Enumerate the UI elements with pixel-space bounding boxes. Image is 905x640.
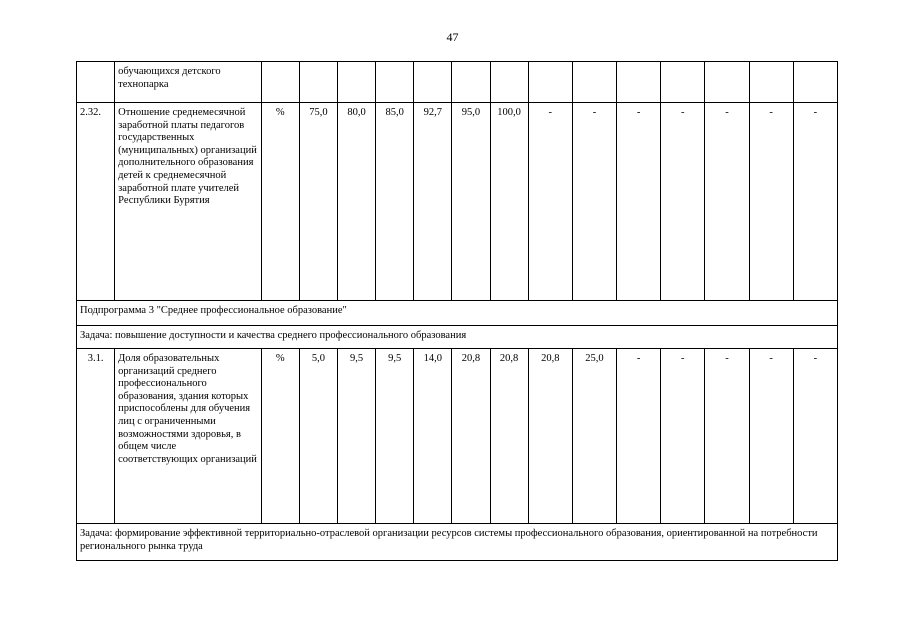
unit-cell: % <box>261 349 299 524</box>
indicators-table <box>76 61 838 561</box>
indicator-name: Доля образовательных организаций среднего профессионального образования, здания которых приспособлены для обучения лиц с ограниченными возможностями здоровья, в общем числе соответствующих организаций <box>115 349 262 524</box>
value-cell: 9,5 <box>376 349 414 524</box>
value-cell: 25,0 <box>572 349 616 524</box>
value-cell: - <box>661 349 705 524</box>
task-heading: Задача: повышение доступности и качества среднего профессионального образования <box>77 326 838 349</box>
value-cell <box>490 62 528 103</box>
indicator-name: Отношение среднемесячной заработной платы педагогов государственных (муниципальных) организаций дополнительного образования детей к среднемесячной заработной плате учителей Республики Бурятия <box>115 103 262 301</box>
value-cell <box>749 62 793 103</box>
value-cell <box>337 62 375 103</box>
value-cell <box>452 62 490 103</box>
row-number: 2.32. <box>77 103 115 301</box>
table-row-subprogram-3 <box>77 301 838 326</box>
task-heading: Задача: формирование эффективной территориально-отраслевой организации ресурсов системы профессионального образования, ориентированной на потребности регионального рынка труда <box>77 524 838 561</box>
table-row-2-32 <box>77 103 838 301</box>
value-cell <box>572 62 616 103</box>
value-cell: - <box>705 349 749 524</box>
value-cell: 100,0 <box>490 103 528 301</box>
row-number: 3.1. <box>77 349 115 524</box>
row-number <box>77 62 115 103</box>
value-cell: - <box>749 349 793 524</box>
value-cell: 20,8 <box>490 349 528 524</box>
value-cell: - <box>705 103 749 301</box>
value-cell: - <box>793 103 837 301</box>
unit-cell: % <box>261 103 299 301</box>
value-cell <box>376 62 414 103</box>
table-row-task-2 <box>77 524 838 561</box>
value-cell <box>299 62 337 103</box>
value-cell: - <box>749 103 793 301</box>
value-cell: 75,0 <box>299 103 337 301</box>
value-cell: 14,0 <box>414 349 452 524</box>
table-row-continuation <box>77 62 838 103</box>
unit-cell <box>261 62 299 103</box>
value-cell: 20,8 <box>528 349 572 524</box>
value-cell: - <box>661 103 705 301</box>
value-cell: 92,7 <box>414 103 452 301</box>
indicator-name: обучающихся детского технопарка <box>115 62 262 103</box>
value-cell: - <box>528 103 572 301</box>
page-number: 47 <box>446 30 459 44</box>
value-cell <box>528 62 572 103</box>
value-cell: - <box>793 349 837 524</box>
value-cell: - <box>617 103 661 301</box>
value-cell <box>617 62 661 103</box>
value-cell: 85,0 <box>376 103 414 301</box>
table-row-3-1 <box>77 349 838 524</box>
value-cell: 5,0 <box>299 349 337 524</box>
value-cell: 80,0 <box>337 103 375 301</box>
table-row-task-1 <box>77 326 838 349</box>
value-cell: 9,5 <box>337 349 375 524</box>
value-cell <box>705 62 749 103</box>
value-cell: 95,0 <box>452 103 490 301</box>
value-cell: - <box>617 349 661 524</box>
value-cell <box>793 62 837 103</box>
value-cell: - <box>572 103 616 301</box>
value-cell: 20,8 <box>452 349 490 524</box>
subprogram-heading: Подпрограмма 3 "Среднее профессиональное образование" <box>77 301 838 326</box>
value-cell <box>414 62 452 103</box>
value-cell <box>661 62 705 103</box>
